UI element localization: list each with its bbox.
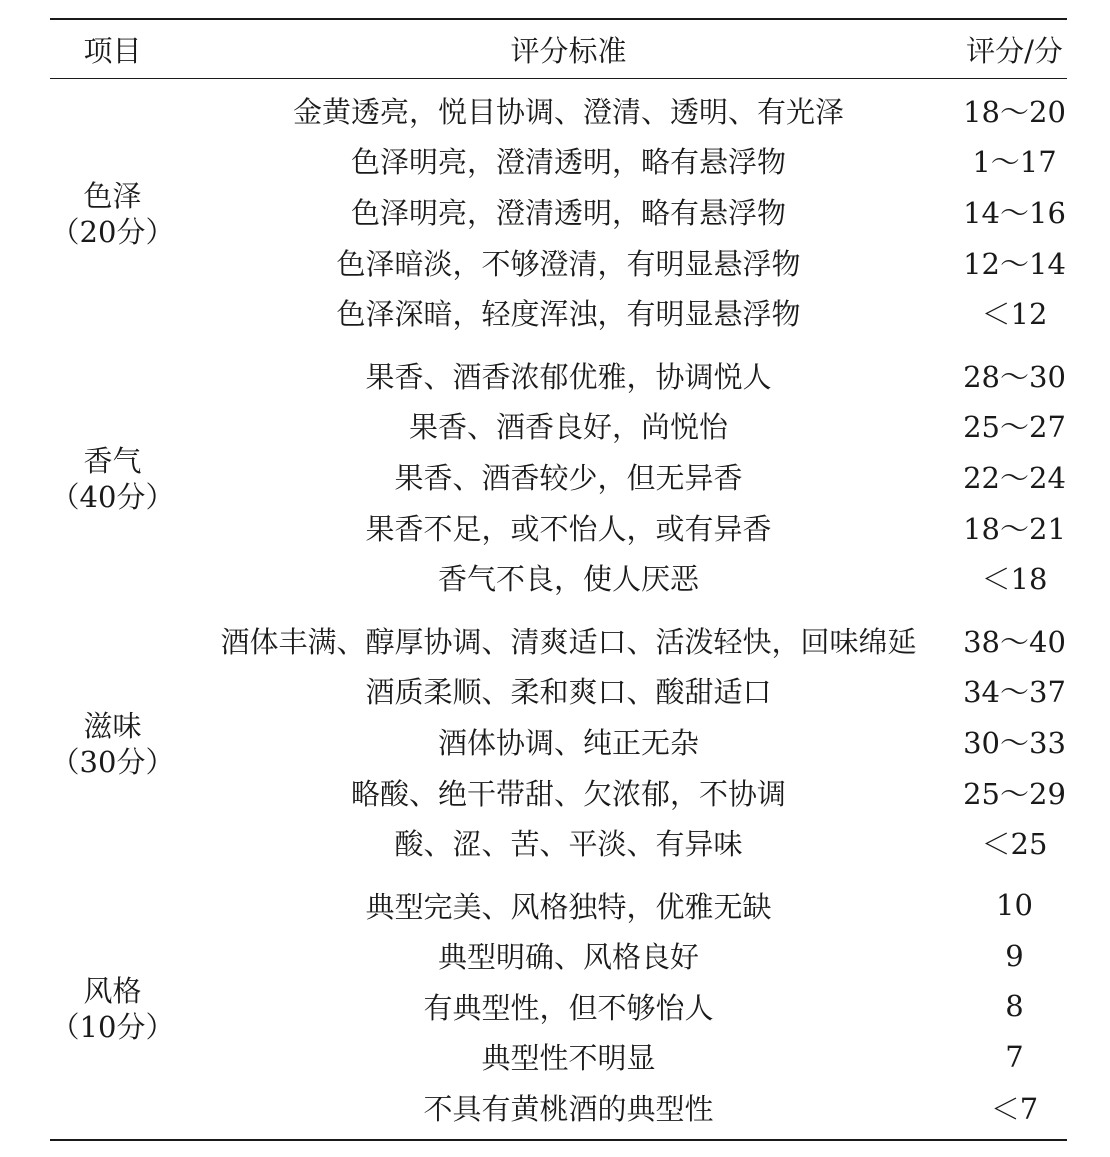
criteria-cell: 典型明确、风格良好 — [437, 940, 699, 975]
header-item: 项目 — [83, 33, 142, 68]
table-row — [50, 767, 1067, 818]
score-cell: 25～27 — [963, 410, 1066, 445]
table-row — [50, 1082, 1067, 1140]
criteria-cell: 果香、酒香浓郁优雅，协调悦人 — [365, 359, 772, 394]
criteria-cell: 酸、涩、苦、平淡、有异味 — [394, 827, 743, 862]
score-cell: 25～29 — [963, 776, 1066, 811]
table-row — [50, 666, 1067, 717]
table-row — [50, 186, 1067, 237]
table-row — [50, 1032, 1067, 1083]
criteria-cell: 酒体丰满、醇厚协调、清爽适口、活泼轻快，回味绵延 — [220, 624, 917, 659]
category-cell — [50, 79, 175, 344]
score-cell: 1～17 — [972, 145, 1057, 180]
category-name: 色泽 — [83, 179, 142, 214]
criteria-cell: 酒质柔顺、柔和爽口、酸甜适口 — [365, 675, 772, 710]
table-header — [50, 19, 1067, 79]
score-cell: 12～14 — [963, 246, 1066, 281]
table-row — [50, 79, 1067, 136]
score-cell: ＜25 — [981, 827, 1048, 862]
table-row — [50, 874, 1067, 931]
category-cell — [50, 344, 175, 609]
table-row — [50, 931, 1067, 982]
category-name: 滋味 — [83, 709, 142, 744]
criteria-cell: 果香、酒香良好，尚悦怡 — [408, 410, 728, 445]
criteria-cell: 酒体协调、纯正无杂 — [437, 725, 699, 760]
table-row — [50, 237, 1067, 288]
score-cell: 22～24 — [963, 460, 1066, 495]
header-score: 评分/分 — [966, 33, 1063, 68]
criteria-cell: 果香、酒香较少，但无异香 — [394, 460, 743, 495]
table-row — [50, 609, 1067, 666]
criteria-cell: 略酸、绝干带甜、欠浓郁，不协调 — [350, 776, 786, 811]
score-cell: ＜12 — [981, 297, 1048, 332]
criteria-cell: 色泽深暗，轻度浑浊，有明显悬浮物 — [336, 297, 801, 332]
score-cell: 30～33 — [963, 725, 1066, 760]
score-cell: 38～40 — [963, 624, 1066, 659]
criteria-cell: 香气不良，使人厌恶 — [437, 562, 699, 597]
table-row — [50, 817, 1067, 874]
criteria-cell: 有典型性，但不够怡人 — [423, 990, 714, 1025]
table-body — [50, 79, 1067, 1140]
scoring-table — [50, 18, 1067, 1141]
category-points: （20分） — [50, 215, 175, 250]
score-cell: 28～30 — [963, 359, 1066, 394]
category-points: （40分） — [50, 480, 175, 515]
criteria-cell: 色泽暗淡，不够澄清，有明显悬浮物 — [336, 246, 801, 281]
score-cell: ＜18 — [981, 562, 1048, 597]
score-cell: ＜7 — [990, 1092, 1039, 1127]
score-cell: 18～21 — [963, 511, 1066, 546]
score-cell: 10 — [996, 888, 1033, 923]
score-cell: 8 — [1005, 989, 1024, 1024]
category-cell — [50, 874, 175, 1140]
table-row — [50, 136, 1067, 187]
table-row — [50, 344, 1067, 401]
table-row — [50, 401, 1067, 452]
criteria-cell: 色泽明亮，澄清透明，略有悬浮物 — [350, 195, 786, 230]
criteria-cell: 金黄透亮，悦目协调、澄清、透明、有光泽 — [292, 94, 844, 129]
category-name: 风格 — [83, 974, 142, 1009]
criteria-cell: 不具有黄桃酒的典型性 — [423, 1092, 714, 1127]
score-cell: 18～20 — [963, 94, 1066, 129]
criteria-cell: 典型完美、风格独特，优雅无缺 — [365, 889, 772, 924]
table-row — [50, 981, 1067, 1032]
score-cell: 34～37 — [963, 675, 1066, 710]
header-row — [50, 19, 1067, 79]
table-row — [50, 552, 1067, 609]
table-row — [50, 502, 1067, 553]
score-cell: 9 — [1005, 938, 1024, 973]
category-cell — [50, 609, 175, 874]
header-criteria: 评分标准 — [510, 33, 627, 68]
score-cell: 14～16 — [963, 195, 1066, 230]
table-row — [50, 451, 1067, 502]
score-cell: 7 — [1005, 1039, 1024, 1074]
criteria-cell: 果香不足，或不怡人，或有异香 — [365, 511, 772, 546]
criteria-cell: 色泽明亮，澄清透明，略有悬浮物 — [350, 145, 786, 180]
category-name: 香气 — [83, 444, 142, 479]
table-row — [50, 716, 1067, 767]
criteria-cell: 典型性不明显 — [481, 1041, 656, 1076]
scoring-table-container — [50, 18, 1067, 1141]
category-points: （10分） — [50, 1010, 175, 1045]
category-points: （30分） — [50, 745, 175, 780]
table-row — [50, 287, 1067, 344]
